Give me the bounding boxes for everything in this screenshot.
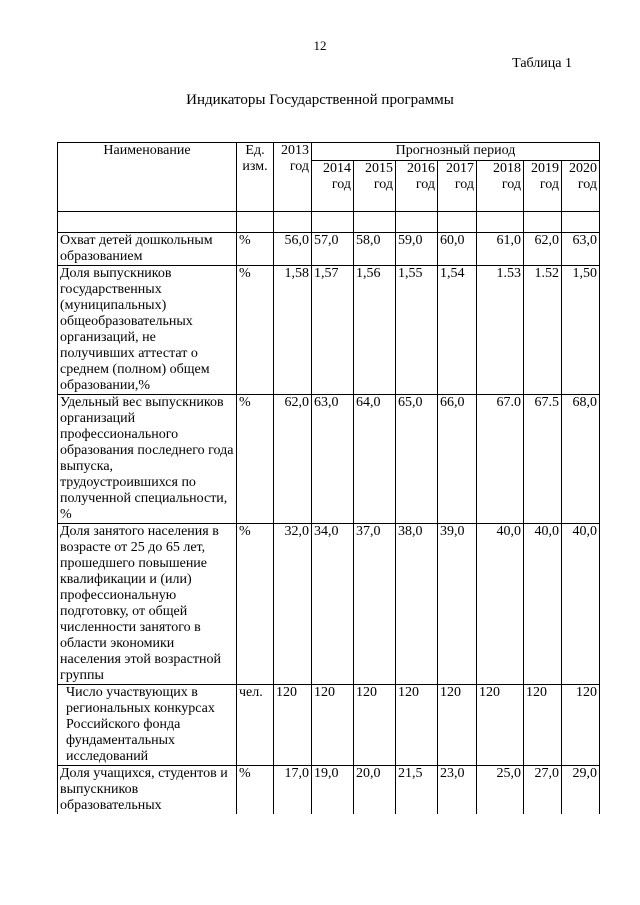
value-cell: 21,5 bbox=[396, 766, 438, 815]
value-cell: 1,54 bbox=[438, 266, 477, 395]
value-cell: 29,0 bbox=[562, 766, 600, 815]
indicator-name: Число участвующих в региональных конкурсах Российского фонда фундаментальных исследований bbox=[58, 685, 237, 766]
value-cell: 38,0 bbox=[396, 524, 438, 685]
header-name: Наименование bbox=[58, 143, 237, 212]
table-row bbox=[58, 395, 600, 524]
value-cell: 61,0 bbox=[477, 233, 524, 266]
value-cell: 120 bbox=[312, 685, 354, 766]
table-label: Таблица 1 bbox=[512, 56, 572, 71]
value-cell: 65,0 bbox=[396, 395, 438, 524]
value-cell: 37,0 bbox=[354, 524, 396, 685]
header-year: 2015 год bbox=[354, 161, 396, 212]
value-cell: 63,0 bbox=[312, 395, 354, 524]
value-cell: 58,0 bbox=[354, 233, 396, 266]
header-unit: Ед. изм. bbox=[237, 143, 274, 212]
value-cell: 120 bbox=[562, 685, 600, 766]
value-cell: 120 bbox=[274, 685, 312, 766]
header-year: 2019 год bbox=[524, 161, 562, 212]
value-cell: 34,0 bbox=[312, 524, 354, 685]
indicator-unit: чел. bbox=[237, 685, 274, 766]
value-cell: 60,0 bbox=[438, 233, 477, 266]
header-year: 2014 год bbox=[312, 161, 354, 212]
value-cell: 68,0 bbox=[562, 395, 600, 524]
indicator-name: Удельный вес выпускников организаций профессионального образования последнего года выпуска, трудоустроившихся по полученной специальности, % bbox=[58, 395, 237, 524]
value-cell: 67.5 bbox=[524, 395, 562, 524]
value-cell: 17,0 bbox=[274, 766, 312, 815]
value-cell: 120 bbox=[477, 685, 524, 766]
value-cell: 67.0 bbox=[477, 395, 524, 524]
value-cell: 1.52 bbox=[524, 266, 562, 395]
indicator-unit: % bbox=[237, 233, 274, 266]
value-cell: 1,55 bbox=[396, 266, 438, 395]
table-row bbox=[58, 685, 600, 766]
value-cell: 1,57 bbox=[312, 266, 354, 395]
value-cell: 56,0 bbox=[274, 233, 312, 266]
document-title: Индикаторы Государственной программы bbox=[186, 92, 454, 108]
value-cell: 57,0 bbox=[312, 233, 354, 266]
value-cell: 1.53 bbox=[477, 266, 524, 395]
header-year: 2018 год bbox=[477, 161, 524, 212]
indicator-name: Доля учащихся, студентов и выпускников образовательных bbox=[58, 766, 237, 815]
value-cell: 20,0 bbox=[354, 766, 396, 815]
header-year: 2017 год bbox=[438, 161, 477, 212]
header-year: 2016 год bbox=[396, 161, 438, 212]
value-cell: 63,0 bbox=[562, 233, 600, 266]
table-row bbox=[58, 766, 600, 815]
header-base-year: 2013 год bbox=[274, 143, 312, 212]
indicators-table bbox=[57, 142, 600, 814]
value-cell: 40,0 bbox=[477, 524, 524, 685]
indicator-unit: % bbox=[237, 266, 274, 395]
value-cell: 1,50 bbox=[562, 266, 600, 395]
value-cell: 62,0 bbox=[274, 395, 312, 524]
value-cell: 120 bbox=[524, 685, 562, 766]
indicator-unit: % bbox=[237, 766, 274, 815]
header-forecast-period: Прогнозный период bbox=[312, 143, 600, 161]
value-cell: 39,0 bbox=[438, 524, 477, 685]
table-row bbox=[58, 266, 600, 395]
value-cell: 120 bbox=[438, 685, 477, 766]
value-cell: 66,0 bbox=[438, 395, 477, 524]
spacer-row bbox=[58, 212, 600, 233]
table-row bbox=[58, 524, 600, 685]
value-cell: 40,0 bbox=[524, 524, 562, 685]
indicator-name: Охват детей дошкольным образованием bbox=[58, 233, 237, 266]
value-cell: 1,58 bbox=[274, 266, 312, 395]
indicator-name: Доля занятого населения в возрасте от 25 до 65 лет, прошедшего повышение квалификации и (или) профессиональную подготовку, от общей численности занятого в области экономики населения этой возрастной группы bbox=[58, 524, 237, 685]
value-cell: 64,0 bbox=[354, 395, 396, 524]
value-cell: 120 bbox=[396, 685, 438, 766]
value-cell: 27,0 bbox=[524, 766, 562, 815]
header-year: 2020 год bbox=[562, 161, 600, 212]
value-cell: 1,56 bbox=[354, 266, 396, 395]
header-row bbox=[58, 143, 600, 161]
value-cell: 59,0 bbox=[396, 233, 438, 266]
table-row bbox=[58, 233, 600, 266]
value-cell: 32,0 bbox=[274, 524, 312, 685]
page-number: 12 bbox=[313, 38, 327, 53]
indicator-name: Доля выпускников государственных (муниципальных) общеобразовательных организаций, не получивших аттестат о среднем (полном) общем образовании,% bbox=[58, 266, 237, 395]
value-cell: 62,0 bbox=[524, 233, 562, 266]
value-cell: 19,0 bbox=[312, 766, 354, 815]
indicator-unit: % bbox=[237, 524, 274, 685]
value-cell: 40,0 bbox=[562, 524, 600, 685]
indicator-unit: % bbox=[237, 395, 274, 524]
value-cell: 23,0 bbox=[438, 766, 477, 815]
value-cell: 25,0 bbox=[477, 766, 524, 815]
value-cell: 120 bbox=[354, 685, 396, 766]
